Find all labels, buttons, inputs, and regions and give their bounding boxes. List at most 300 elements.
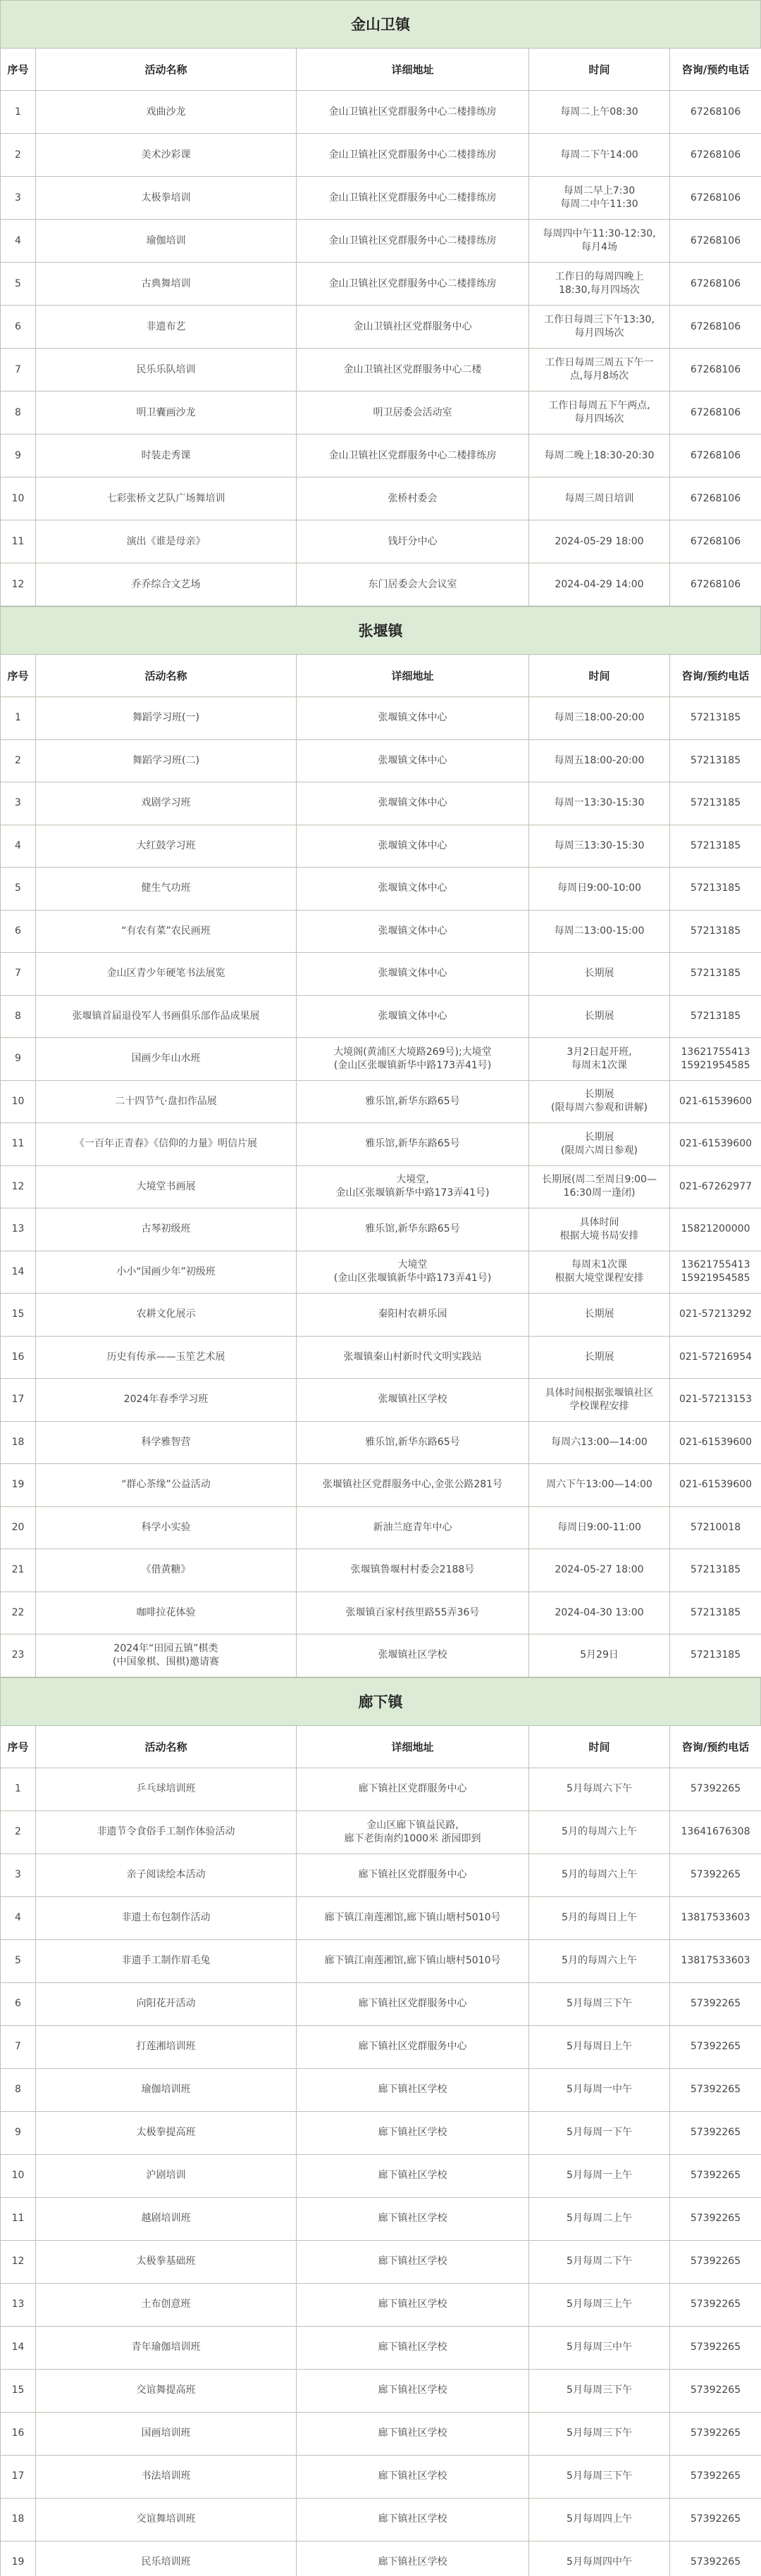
cell-activity-name: 2024年“田园五镇”棋类 (中国象棋、围棋)邀请赛: [36, 1634, 297, 1677]
table-row: [1, 1208, 761, 1251]
cell-time: 工作日每周三下午13:30, 每月四场次: [529, 306, 670, 349]
cell-time: 工作日每周五下午两点, 每月四场次: [529, 392, 670, 434]
cell-index: 6: [1, 306, 36, 349]
cell-address: 张堰镇社区学校: [297, 1634, 529, 1677]
cell-activity-name: “群心茶缘”公益活动: [36, 1464, 297, 1507]
cell-time: 5月的每周六上午: [529, 1853, 670, 1896]
cell-time: 5月每周四上午: [529, 2498, 670, 2541]
cell-phone: 57392265: [670, 2498, 761, 2541]
cell-address: 大境阁(黄浦区大境路269号);大境堂 (金山区张堰镇新华中路173弄41号): [297, 1038, 529, 1081]
cell-phone: 57392265: [670, 2412, 761, 2455]
table-row: [1, 220, 761, 263]
table-row: [1, 434, 761, 477]
table-row: [1, 1939, 761, 1982]
cell-phone: 67268106: [670, 349, 761, 392]
cell-phone: 67268106: [670, 177, 761, 220]
cell-activity-name: 乒乓球培训班: [36, 1768, 297, 1811]
cell-phone: 57213185: [670, 1549, 761, 1592]
cell-address: 廊下镇社区学校: [297, 2197, 529, 2240]
cell-phone: 57213185: [670, 910, 761, 953]
cell-activity-name: 戏剧学习班: [36, 782, 297, 825]
cell-time: 每周五18:00-20:00: [529, 739, 670, 782]
cell-activity-name: 非遗手工制作眉毛兔: [36, 1939, 297, 1982]
section-title: 廊下镇: [0, 1677, 761, 1725]
cell-time: 5月每周三上午: [529, 2283, 670, 2326]
cell-time: 5月每周三下午: [529, 2455, 670, 2498]
cell-time: 长期展: [529, 1294, 670, 1337]
cell-index: 19: [1, 2541, 36, 2576]
cell-time: 2024-05-27 18:00: [529, 1549, 670, 1592]
table-row: [1, 2498, 761, 2541]
cell-time: 2024-05-29 18:00: [529, 520, 670, 563]
cell-phone: 021-57213153: [670, 1379, 761, 1422]
table-row: [1, 1506, 761, 1549]
cell-time: 5月每周四中午: [529, 2541, 670, 2576]
cell-address: 金山卫镇社区党群服务中心二楼排练房: [297, 434, 529, 477]
cell-activity-name: 七彩张桥文艺队广场舞培训: [36, 477, 297, 520]
cell-time: 5月每周一中午: [529, 2068, 670, 2111]
header-time: 时间: [529, 1725, 670, 1768]
cell-address: 廊下镇社区学校: [297, 2369, 529, 2412]
section-zhangyan: [0, 606, 761, 1677]
cell-address: 金山区廊下镇益民路, 廊下老街南约1000米 浙园即到: [297, 1811, 529, 1853]
cell-time: 工作日每周三周五下午一 点,每月8场次: [529, 349, 670, 392]
cell-phone: 021-61539600: [670, 1123, 761, 1166]
cell-phone: 67268106: [670, 220, 761, 263]
cell-activity-name: 国画培训班: [36, 2412, 297, 2455]
cell-address: 明卫居委会活动室: [297, 392, 529, 434]
cell-address: 雅乐馆,新华东路65号: [297, 1208, 529, 1251]
cell-activity-name: 非遗节令食俗手工制作体验活动: [36, 1811, 297, 1853]
cell-index: 13: [1, 1208, 36, 1251]
cell-index: 2: [1, 739, 36, 782]
cell-time: 5月的每周六上午: [529, 1939, 670, 1982]
cell-index: 23: [1, 1634, 36, 1677]
cell-phone: 57213185: [670, 995, 761, 1038]
table-row: [1, 739, 761, 782]
cell-activity-name: 2024年春季学习班: [36, 1379, 297, 1422]
cell-time: 2024-04-29 14:00: [529, 563, 670, 606]
cell-phone: 67268106: [670, 392, 761, 434]
header-time: 时间: [529, 49, 670, 91]
table-row: [1, 2283, 761, 2326]
cell-activity-name: 向阳花开活动: [36, 1982, 297, 2025]
cell-time: 5月每周三下午: [529, 2369, 670, 2412]
cell-phone: 15821200000: [670, 1208, 761, 1251]
cell-time: 长期展(周二至周日9:00— 16:30周一逢闭): [529, 1165, 670, 1208]
cell-index: 18: [1, 2498, 36, 2541]
cell-address: 大境堂 (金山区张堰镇新华中路173弄41号): [297, 1251, 529, 1294]
cell-address: 新油兰庭青年中心: [297, 1506, 529, 1549]
cell-time: 长期展: [529, 1336, 670, 1379]
cell-address: 张堰镇文体中心: [297, 953, 529, 996]
table-row: [1, 910, 761, 953]
cell-activity-name: 民乐培训班: [36, 2541, 297, 2576]
header-index: 序号: [1, 1725, 36, 1768]
cell-phone: 57392265: [670, 2154, 761, 2197]
cell-address: 雅乐馆,新华东路65号: [297, 1080, 529, 1123]
cell-phone: 021-61539600: [670, 1421, 761, 1464]
activity-table: [0, 1725, 761, 2576]
cell-address: 大境堂, 金山区张堰镇新华中路173弄41号): [297, 1165, 529, 1208]
cell-time: 2024-04-30 13:00: [529, 1592, 670, 1634]
cell-time: 每周三周日培训: [529, 477, 670, 520]
cell-address: 张堰镇文体中心: [297, 995, 529, 1038]
cell-address: 张堰镇文体中心: [297, 739, 529, 782]
cell-index: 22: [1, 1592, 36, 1634]
cell-address: 廊下镇社区学校: [297, 2412, 529, 2455]
table-row: [1, 306, 761, 349]
cell-activity-name: 乔乔综合文艺场: [36, 563, 297, 606]
table-row: [1, 1123, 761, 1166]
cell-index: 1: [1, 91, 36, 134]
section-title: 金山卫镇: [0, 0, 761, 48]
cell-index: 1: [1, 697, 36, 740]
cell-index: 12: [1, 563, 36, 606]
cell-activity-name: 演出《谁是母亲》: [36, 520, 297, 563]
cell-address: 金山卫镇社区党群服务中心二楼排练房: [297, 220, 529, 263]
cell-index: 11: [1, 1123, 36, 1166]
cell-index: 2: [1, 1811, 36, 1853]
cell-address: 金山卫镇社区党群服务中心二楼: [297, 349, 529, 392]
cell-index: 14: [1, 1251, 36, 1294]
cell-phone: 57392265: [670, 2283, 761, 2326]
table-header-row: [1, 1725, 761, 1768]
cell-address: 雅乐馆,新华东路65号: [297, 1123, 529, 1166]
cell-index: 9: [1, 2111, 36, 2154]
table-row: [1, 1336, 761, 1379]
cell-activity-name: 非遗土布包制作活动: [36, 1896, 297, 1939]
cell-activity-name: 太极拳提高班: [36, 2111, 297, 2154]
cell-activity-name: 太极拳培训: [36, 177, 297, 220]
cell-time: 3月2日起开班, 每周末1次课: [529, 1038, 670, 1081]
cell-address: 廊下镇社区学校: [297, 2068, 529, 2111]
cell-index: 13: [1, 2283, 36, 2326]
cell-phone: 57392265: [670, 1982, 761, 2025]
cell-time: 每周二下午14:00: [529, 134, 670, 177]
cell-phone: 67268106: [670, 434, 761, 477]
cell-phone: 57392265: [670, 2025, 761, 2068]
cell-address: 廊下镇社区学校: [297, 2240, 529, 2283]
header-activity-name: 活动名称: [36, 655, 297, 697]
cell-index: 3: [1, 1853, 36, 1896]
cell-address: 廊下镇社区学校: [297, 2541, 529, 2576]
table-row: [1, 995, 761, 1038]
cell-time: 每周二上午08:30: [529, 91, 670, 134]
cell-phone: 67268106: [670, 563, 761, 606]
cell-index: 10: [1, 477, 36, 520]
table-row: [1, 134, 761, 177]
table-row: [1, 1853, 761, 1896]
table-row: [1, 1549, 761, 1592]
cell-index: 4: [1, 825, 36, 868]
cell-phone: 57392265: [670, 2197, 761, 2240]
cell-phone: 67268106: [670, 477, 761, 520]
cell-activity-name: 戏曲沙龙: [36, 91, 297, 134]
cell-activity-name: 民乐乐队培训: [36, 349, 297, 392]
cell-phone: 13817533603: [670, 1939, 761, 1982]
cell-address: 廊下镇社区学校: [297, 2283, 529, 2326]
table-row: [1, 1811, 761, 1853]
cell-activity-name: 交谊舞提高班: [36, 2369, 297, 2412]
cell-index: 15: [1, 1294, 36, 1337]
cell-index: 17: [1, 2455, 36, 2498]
cell-index: 9: [1, 434, 36, 477]
cell-activity-name: 国画少年山水班: [36, 1038, 297, 1081]
table-row: [1, 1165, 761, 1208]
cell-time: 长期展 (限每周六参观和讲解): [529, 1080, 670, 1123]
cell-address: 秦阳村农耕乐园: [297, 1294, 529, 1337]
cell-index: 10: [1, 2154, 36, 2197]
cell-address: 廊下镇江南莲湘馆,廊下镇山塘村5010号: [297, 1896, 529, 1939]
cell-index: 12: [1, 1165, 36, 1208]
table-header-row: [1, 655, 761, 697]
cell-time: 每周六13:00—14:00: [529, 1421, 670, 1464]
cell-phone: 57210018: [670, 1506, 761, 1549]
cell-index: 6: [1, 910, 36, 953]
cell-phone: 021-57216954: [670, 1336, 761, 1379]
cell-phone: 13621755413 15921954585: [670, 1251, 761, 1294]
table-row: [1, 1768, 761, 1811]
table-row: [1, 782, 761, 825]
header-phone: 咨询/预约电话: [670, 1725, 761, 1768]
cell-address: 张堰镇文体中心: [297, 868, 529, 911]
cell-index: 5: [1, 263, 36, 306]
cell-phone: 57213185: [670, 868, 761, 911]
cell-address: 廊下镇社区学校: [297, 2111, 529, 2154]
cell-activity-name: 交谊舞培训班: [36, 2498, 297, 2541]
cell-phone: 57392265: [670, 2111, 761, 2154]
cell-time: 5月每周三中午: [529, 2326, 670, 2369]
header-time: 时间: [529, 655, 670, 697]
cell-phone: 13817533603: [670, 1896, 761, 1939]
table-row: [1, 2068, 761, 2111]
cell-index: 11: [1, 520, 36, 563]
cell-activity-name: 《借黄糖》: [36, 1549, 297, 1592]
table-row: [1, 1592, 761, 1634]
cell-index: 10: [1, 1080, 36, 1123]
cell-index: 19: [1, 1464, 36, 1507]
table-row: [1, 2412, 761, 2455]
header-activity-name: 活动名称: [36, 49, 297, 91]
cell-index: 11: [1, 2197, 36, 2240]
cell-time: 每周四中午11:30-12:30, 每月4场: [529, 220, 670, 263]
header-index: 序号: [1, 655, 36, 697]
header-index: 序号: [1, 49, 36, 91]
cell-index: 4: [1, 1896, 36, 1939]
header-address: 详细地址: [297, 655, 529, 697]
cell-phone: 57392265: [670, 1768, 761, 1811]
cell-activity-name: “有农有菜”农民画班: [36, 910, 297, 953]
table-row: [1, 177, 761, 220]
cell-activity-name: 时装走秀课: [36, 434, 297, 477]
cell-activity-name: 瑜伽培训班: [36, 2068, 297, 2111]
activity-table: [0, 48, 761, 606]
cell-time: 周六下午13:00—14:00: [529, 1464, 670, 1507]
cell-time: 每周日9:00-10:00: [529, 868, 670, 911]
cell-phone: 57213185: [670, 953, 761, 996]
header-address: 详细地址: [297, 49, 529, 91]
cell-address: 廊下镇社区学校: [297, 2154, 529, 2197]
table-row: [1, 1421, 761, 1464]
cell-address: 张堰镇文体中心: [297, 910, 529, 953]
cell-phone: 021-57213292: [670, 1294, 761, 1337]
cell-time: 5月的每周日上午: [529, 1896, 670, 1939]
cell-activity-name: 青年瑜伽培训班: [36, 2326, 297, 2369]
cell-time: 每周末1次课 根据大境堂课程安排: [529, 1251, 670, 1294]
table-row: [1, 1982, 761, 2025]
cell-activity-name: 农耕文化展示: [36, 1294, 297, 1337]
cell-time: 每周日9:00-11:00: [529, 1506, 670, 1549]
table-row: [1, 2154, 761, 2197]
cell-time: 长期展: [529, 953, 670, 996]
header-phone: 咨询/预约电话: [670, 655, 761, 697]
cell-address: 廊下镇社区党群服务中心: [297, 2025, 529, 2068]
cell-index: 18: [1, 1421, 36, 1464]
cell-index: 8: [1, 995, 36, 1038]
cell-phone: 57213185: [670, 782, 761, 825]
cell-address: 张桥村委会: [297, 477, 529, 520]
cell-address: 张堰镇秦山村新时代文明实践站: [297, 1336, 529, 1379]
cell-index: 12: [1, 2240, 36, 2283]
cell-time: 每周二早上7:30 每周二中午11:30: [529, 177, 670, 220]
cell-activity-name: 古琴初级班: [36, 1208, 297, 1251]
cell-index: 1: [1, 1768, 36, 1811]
cell-address: 张堰镇鲁堰村村委会2188号: [297, 1549, 529, 1592]
cell-activity-name: 古典舞培训: [36, 263, 297, 306]
cell-activity-name: 舞蹈学习班(一): [36, 697, 297, 740]
table-row: [1, 2240, 761, 2283]
cell-index: 4: [1, 220, 36, 263]
cell-phone: 57213185: [670, 825, 761, 868]
cell-address: 张堰镇文体中心: [297, 825, 529, 868]
table-row: [1, 1379, 761, 1422]
table-row: [1, 2025, 761, 2068]
cell-phone: 57213185: [670, 697, 761, 740]
cell-activity-name: 美术沙彩课: [36, 134, 297, 177]
cell-address: 廊下镇社区党群服务中心: [297, 1853, 529, 1896]
cell-time: 每周三13:30-15:30: [529, 825, 670, 868]
table-row: [1, 392, 761, 434]
cell-index: 3: [1, 782, 36, 825]
cell-activity-name: 书法培训班: [36, 2455, 297, 2498]
table-row: [1, 953, 761, 996]
cell-address: 金山卫镇社区党群服务中心: [297, 306, 529, 349]
cell-address: 廊下镇江南莲湘馆,廊下镇山塘村5010号: [297, 1939, 529, 1982]
cell-activity-name: 打莲湘培训班: [36, 2025, 297, 2068]
cell-time: 5月每周一下午: [529, 2111, 670, 2154]
cell-index: 6: [1, 1982, 36, 2025]
cell-time: 每周二晚上18:30-20:30: [529, 434, 670, 477]
table-row: [1, 1464, 761, 1507]
cell-activity-name: 亲子阅读绘本活动: [36, 1853, 297, 1896]
cell-address: 金山卫镇社区党群服务中心二楼排练房: [297, 91, 529, 134]
cell-index: 8: [1, 2068, 36, 2111]
cell-time: 每周三18:00-20:00: [529, 697, 670, 740]
cell-time: 5月每周一上午: [529, 2154, 670, 2197]
table-header-row: [1, 49, 761, 91]
header-phone: 咨询/预约电话: [670, 49, 761, 91]
cell-address: 张堰镇社区党群服务中心,金张公路281号: [297, 1464, 529, 1507]
table-row: [1, 263, 761, 306]
cell-time: 5月每周三下午: [529, 1982, 670, 2025]
cell-phone: 57213185: [670, 1634, 761, 1677]
cell-time: 具体时间 根据大境书局安排: [529, 1208, 670, 1251]
cell-address: 廊下镇社区学校: [297, 2326, 529, 2369]
table-row: [1, 868, 761, 911]
cell-activity-name: 张堰镇首届退役军人书画俱乐部作品成果展: [36, 995, 297, 1038]
cell-index: 7: [1, 349, 36, 392]
cell-address: 金山卫镇社区党群服务中心二楼排练房: [297, 263, 529, 306]
cell-phone: 57392265: [670, 2455, 761, 2498]
cell-address: 张堰镇百家村孩里路55弄36号: [297, 1592, 529, 1634]
cell-activity-name: 咖啡拉花体验: [36, 1592, 297, 1634]
cell-time: 5月29日: [529, 1634, 670, 1677]
cell-activity-name: 历史有传承——玉笙艺术展: [36, 1336, 297, 1379]
cell-phone: 13641676308: [670, 1811, 761, 1853]
cell-phone: 67268106: [670, 520, 761, 563]
cell-phone: 021-61539600: [670, 1464, 761, 1507]
cell-activity-name: 明卫囊画沙龙: [36, 392, 297, 434]
cell-address: 东门居委会大会议室: [297, 563, 529, 606]
cell-phone: 021-67262977: [670, 1165, 761, 1208]
table-row: [1, 91, 761, 134]
cell-time: 5月每周日上午: [529, 2025, 670, 2068]
cell-activity-name: 大境堂书画展: [36, 1165, 297, 1208]
cell-address: 金山卫镇社区党群服务中心二楼排练房: [297, 177, 529, 220]
cell-activity-name: 舞蹈学习班(二): [36, 739, 297, 782]
cell-activity-name: 小小“国画少年”初级班: [36, 1251, 297, 1294]
activity-table: [0, 654, 761, 1677]
section-jinshanwei: [0, 0, 761, 606]
table-row: [1, 520, 761, 563]
cell-time: 工作日的每周四晚上 18:30,每月四场次: [529, 263, 670, 306]
cell-index: 5: [1, 1939, 36, 1982]
cell-activity-name: 科学小实验: [36, 1506, 297, 1549]
table-row: [1, 1251, 761, 1294]
cell-index: 9: [1, 1038, 36, 1081]
cell-address: 张堰镇文体中心: [297, 782, 529, 825]
table-row: [1, 2541, 761, 2576]
cell-phone: 57213185: [670, 1592, 761, 1634]
table-row: [1, 1634, 761, 1677]
table-row: [1, 2111, 761, 2154]
cell-activity-name: 《一百年正青春》《信仰的力量》明信片展: [36, 1123, 297, 1166]
cell-address: 张堰镇文体中心: [297, 697, 529, 740]
cell-activity-name: 大红鼓学习班: [36, 825, 297, 868]
cell-index: 20: [1, 1506, 36, 1549]
cell-index: 17: [1, 1379, 36, 1422]
cell-activity-name: 非遗布艺: [36, 306, 297, 349]
section-title: 张堰镇: [0, 606, 761, 654]
cell-activity-name: 越剧培训班: [36, 2197, 297, 2240]
cell-index: 5: [1, 868, 36, 911]
header-address: 详细地址: [297, 1725, 529, 1768]
cell-phone: 67268106: [670, 306, 761, 349]
cell-index: 14: [1, 2326, 36, 2369]
cell-address: 廊下镇社区党群服务中心: [297, 1768, 529, 1811]
cell-index: 3: [1, 177, 36, 220]
header-activity-name: 活动名称: [36, 1725, 297, 1768]
table-row: [1, 1080, 761, 1123]
cell-phone: 57392265: [670, 2369, 761, 2412]
table-row: [1, 1294, 761, 1337]
cell-address: 金山卫镇社区党群服务中心二楼排练房: [297, 134, 529, 177]
table-row: [1, 2369, 761, 2412]
cell-phone: 57392265: [670, 2068, 761, 2111]
cell-address: 张堰镇社区学校: [297, 1379, 529, 1422]
cell-index: 2: [1, 134, 36, 177]
